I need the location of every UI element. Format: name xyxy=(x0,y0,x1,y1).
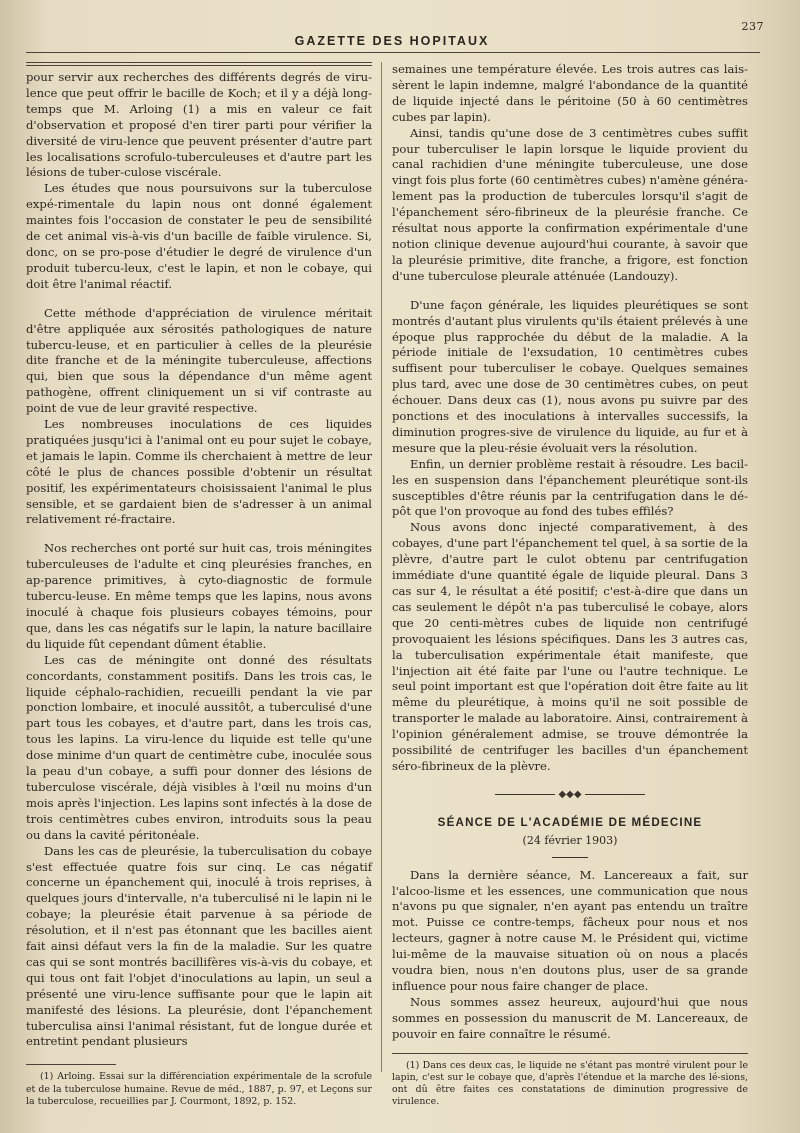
column-divider xyxy=(381,62,382,1072)
column-top-rule xyxy=(26,62,372,66)
paragraph: Dans la dernière séance, M. Lancereaux a fait, sur l'alcoo-lisme et les essences, une communication que nous n'avons pu que signaler, n'en ayant pas entendu un traître mot. Puisse ce contre-temps, fâcheux pour nous et nos lecteurs, gagner à notre cause M. le Président qui, victime lui-même de la mauvaise situation où on nous a placés voudra bien, nous n'en doutons plus, user de sa grande influence pour nous faire changer de place. xyxy=(392,867,748,993)
right-column xyxy=(392,62,748,1108)
paragraph: Les études que nous poursuivons sur la tuberculose expé-rimentale du lapin nous ont donné également maintes fois l'occasion de constater le peu de sensibilité de cet animal vis-à-vis d'un bacille de faible virulence. Si, donc, on se pro-pose d'étudier le degré de virulence d'un produit tubercu-leux, c'est le lapin, et non le cobaye, qui doit être l'animal réactif. xyxy=(26,181,372,291)
paragraph: Les nombreuses inoculations de ces liquides pratiquées jusqu'ici à l'animal ont eu pour sujet le cobaye, et jamais le lapin. Comme ils cherchaient à mettre de leur côté le plus de chances possible d'obtenir un résultat positif, les expérimentateurs choisissaient l'animal le plus sensible, et se gardaient bien de s'adresser à un animal relativement ré-fractaire. xyxy=(26,417,372,527)
footnote-rule xyxy=(392,1053,748,1054)
paragraph: pour servir aux recherches des différents degrés de viru-lence que peut offrir le bacille de Koch; et il y a déjà long-temps que M. Arloing (1) a mis en valeur ce fait d'observation et proposé d'en tirer parti pour vérifier la diversité de viru-lence que peuvent présenter d'autre part les localisations scrofulo-tuberculeuses et d'autre part les lésions de tuber-culose viscérale. xyxy=(26,70,372,180)
footnote: (1) Dans ces deux cas, le liquide ne s'étant pas montré virulent pour le lapin, c'est sur le cobaye que, d'après l'étendue et la marche des lé-sions, ont dû être faites ces constatations de diminution progressive de virulence. xyxy=(392,1059,748,1108)
footnote-rule xyxy=(26,1064,116,1065)
paragraph: semaines une température élevée. Les trois autres cas lais-sèrent le lapin indemne, malgré l'abondance de la quantité de liquide injecté dans le péritoine (50 à 60 centimètres cubes par lapin). xyxy=(392,62,748,124)
ornament-line xyxy=(585,794,645,795)
paragraph: Dans les cas de pleurésie, la tuberculisation du cobaye s'est effectuée quatre fois sur cinq. Le cas négatif concerne un épanchement qui, inoculé à trois reprises, à quelques jours d'intervalle, n'a tuberculisé ni le lapin ni le cobaye; la pleurésie était parvenue à sa période de résolution, et il n'est pas étonnant que les bacilles aient fait ainsi défaut vers la fin de la maladie. Sur les quatre cas qui se sont montrés bacillifères vis-à-vis du cobaye, et qui tous ont fait l'objet d'inoculations au lapin, un seul a présenté une viru-lence suffisante pour que le lapin ait manifesté des lésions. La pleurésie, dont l'épanchement tuberculisa ainsi l'animal résistant, fut de longue durée et entretint pendant plusieurs xyxy=(26,843,372,1049)
page-header xyxy=(20,14,764,54)
paragraph: Nous avons donc injecté comparativement, à des cobayes, d'une part l'épanchement tel quel, à sa sortie de la plèvre, d'autre part le culot obtenu par centrifugation immédiate d'une quantité égale de liquide pleural. Dans 3 cas sur 4, le résultat a été positif; c'est-à-dire que dans un cas seulement le dépôt n'a pas tuberculisé le cobaye, alors que 20 centi-mètres cubes de liquide non centrifugé provoquaient les lésions spécifiques. Dans les 3 autres cas, la tuberculisation expérimentale était manifeste, que l'injection ait été faite par l'une ou l'autre technique. Le seul point important est que l'opération doit être faite au lit même du pleurétique, à moins qu'il ne soit possible de transporter le malade au laboratoire. Ainsi, contrairement à l'opinion généralement admise, se trouve démontrée la possibilité de centrifuger les bacilles d'un épanchement séro-fibrineux de la plèvre. xyxy=(392,520,748,773)
header-rule xyxy=(26,52,760,53)
page-number: 237 xyxy=(741,20,764,33)
section-ornament xyxy=(392,787,748,803)
paragraph: Cette méthode d'appréciation de virulence méritait d'être appliquée aux sérosités pathologiques de nature tubercu-leuse, et en particulier à celles de la pleurésie dite franche et de la méningite tuberculeuse, affections qui, bien que sous la dépendance d'un même agent pathogène, offrent cliniquement un si vif contraste au point de vue de leur gravité respective. xyxy=(26,305,372,416)
left-column xyxy=(26,62,372,1107)
ornament-line xyxy=(495,794,555,795)
section-date: (24 février 1903) xyxy=(522,833,618,847)
paragraph: Enfin, un dernier problème restait à résoudre. Les bacil-les en suspension dans l'épanchement pleurétique sont-ils susceptibles d'être réunis par la centrifugation dans le dé-pôt que l'on provoque au fond des tubes effilés? xyxy=(392,456,748,519)
ornament-glyph: ◆◆◆ xyxy=(558,788,582,800)
paragraph: Les cas de méningite ont donné des résultats concordants, constamment positifs. Dans les trois cas, le liquide céphalo-rachidien, recueilli pendant la vie par ponction lombaire, et inoculé aussitôt, a tuberculisé d'une part tous les cobayes, et d'autre part, dans les trois cas, tous les lapins. La viru-lence du liquide est telle qu'une dose minime d'un quart de centimètre cube, inoculée sous la peau d'un cobaye, a suffi pour donner des lésions de tuberculose viscérale, déjà visibles à l'œil nu moins d'un mois après l'injection. Les lapins sont infectés à la dose de trois centimètres cubes environ, introduits sous la peau ou dans la cavité péritonéale. xyxy=(26,652,372,842)
paragraph: Ainsi, tandis qu'une dose de 3 centimètres cubes suffit pour tuberculiser le lapin lorsque le liquide provient du canal rachidien d'une méningite tuberculeuse, une dose vingt fois plus forte (60 centimètres cubes) n'amène généra-lement pas la production de tubercules lorsqu'il s'agit de l'épanchement séro-fibrineux de la pleurésie franche. Ce résultat nous apporte la confirmation expérimentale d'une notion clinique devenue aujourd'hui courante, à savoir que la pleurésie primitive, dite franche, a frigore, est fonction d'une tuberculose pleurale atténuée (Landouzy). xyxy=(392,125,748,283)
journal-title: GAZETTE DES HOPITAUX xyxy=(294,34,490,48)
section-title: SÉANCE DE L'ACADÉMIE DE MÉDECINE xyxy=(437,815,703,829)
section-rule xyxy=(552,857,588,858)
paragraph: Nos recherches ont porté sur huit cas, trois méningites tuberculeuses de l'adulte et cinq pleurésies franches, en ap-parence primitives, à cyto-diagnostic de formule tubercu-leuse. En même temps que les lapins, nous avons inoculé à chaque fois plusieurs cobayes témoins, pour que, dans les cas négatifs sur le lapin, la nature bacillaire du liquide fût cependant dûment établie. xyxy=(26,541,372,651)
footnote: (1) Arloing. Essai sur la différenciation expérimentale de la scrofule et de la tuberculose humaine. Revue de méd., 1887, p. 97, et Leçons sur la tuberculose, recueillies par J. Courmont, 1892, p. 152. xyxy=(26,1071,372,1107)
paragraph: D'une façon générale, les liquides pleurétiques se sont montrés d'autant plus virulents qu'ils étaient prélevés à une époque plus rapprochée du début de la maladie. A la période initiale de l'exsudation, 10 centimètres cubes suffisent pour tuberculiser le cobaye. Quelques semaines plus tard, avec une dose de 30 centimètres cubes, on peut échouer. Dans deux cas (1), nous avons pu suivre par des ponctions et des inoculations à intervalles successifs, la diminution progres-sive de virulence du liquide, au fur et à mesure que la pleu-résie évoluait vers la résolution. xyxy=(392,297,748,455)
paragraph: Nous sommes assez heureux, aujourd'hui que nous sommes en possession du manuscrit de M. Lancereaux, de pouvoir en faire connaître le résumé. xyxy=(392,994,748,1041)
